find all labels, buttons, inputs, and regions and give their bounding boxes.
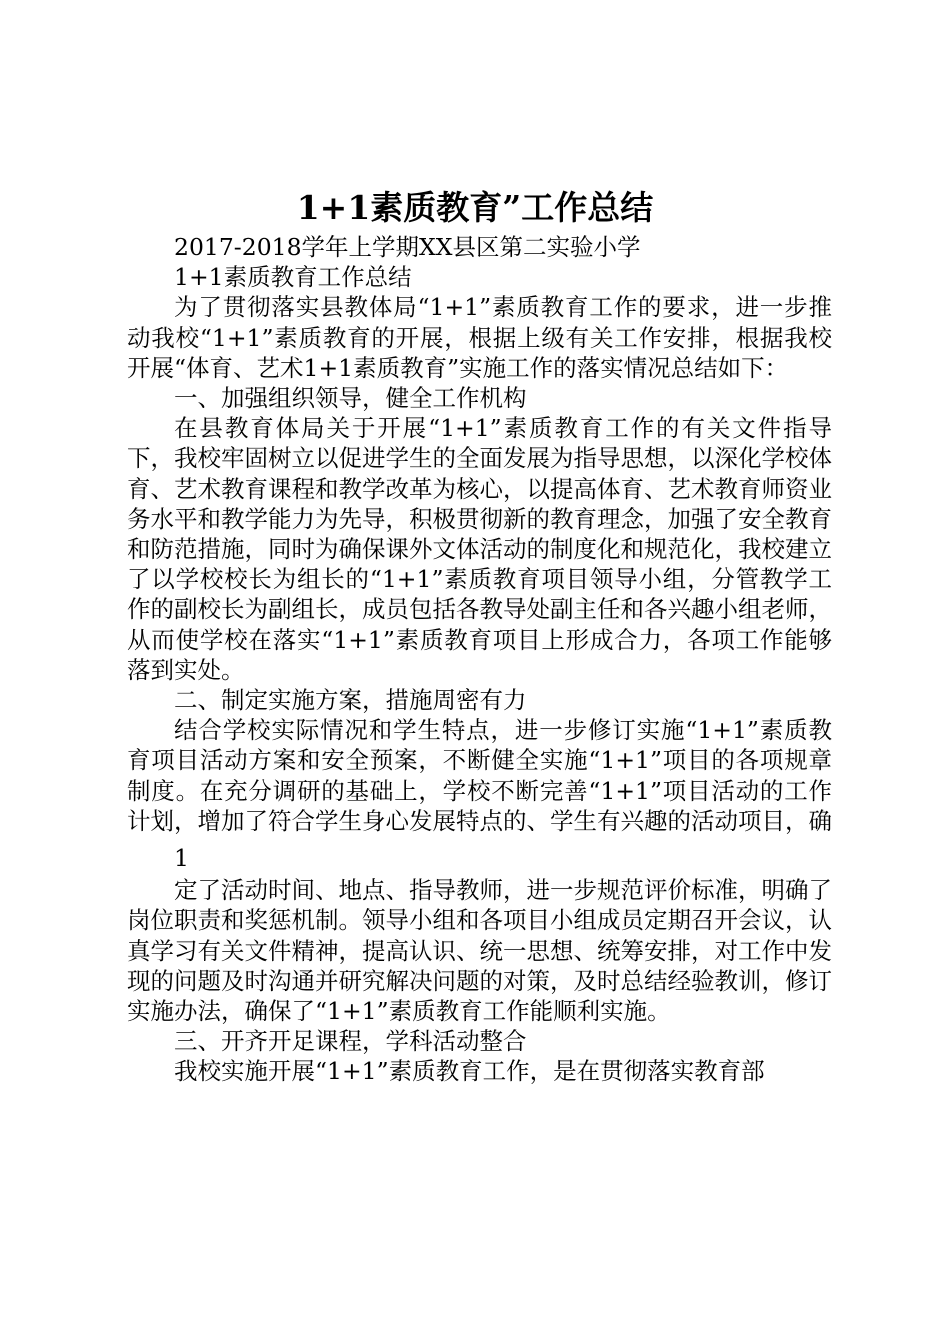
- page-number: 1: [174, 844, 189, 873]
- section-heading-3: 三、开齐开足课程，学科活动整合: [174, 1027, 527, 1056]
- section-3-paragraph: 我校实施开展“1+1”素质教育工作，是在贯彻落实教育部: [174, 1057, 765, 1086]
- document-title: 1+1素质教育”工作总结: [296, 188, 654, 227]
- summary-subtitle: 1+1素质教育工作总结: [174, 263, 412, 292]
- section-2-paragraph: 结合学校实际情况和学生特点，进一步修订实施“1+1”素质教育项目活动方案和安全预案，不断健全实施“1+1”项目的各项规章制度。在充分调研的基础上，学校不断完善“1+1”项目活动的工作计划，增加了符合学生身心发展特点的、学生有兴趣的活动项目，确: [127, 716, 832, 835]
- school-term-line: 2017-2018学年上学期XX县区第二实验小学: [174, 233, 641, 261]
- section-1-paragraph: 在县教育体局关于开展“1+1”素质教育工作的有关文件指导下，我校牢固树立以促进学生的全面发展为指导思想，以深化学校体育、艺术教育课程和教学改革为核心，以提高体育、艺术教育师资业务水平和教学能力为先导，积极贯彻新的教育理念，加强了安全教育和防范措施，同时为确保课外文体活动的制度化和规范化，我校建立了以学校校长为组长的“1+1”素质教育项目领导小组，分管教学工作的副校长为副组长，成员包括各教导处副主任和各兴趣小组老师，从而使学校在落实“1+1”素质教育项目上形成合力，各项工作能够落到实处。: [127, 414, 832, 684]
- document-body: [127, 232, 832, 1087]
- section-2-paragraph-continued: 定了活动时间、地点、指导教师，进一步规范评价标准，明确了岗位职责和奖惩机制。领导小组和各项目小组成员定期召开会议，认真学习有关文件精神，提高认识、统一思想、统筹安排，对工作中发现的问题及时沟通并研究解决问题的对策，及时总结经验教训，修订实施办法，确保了“1+1”素质教育工作能顺利实施。: [127, 876, 832, 1026]
- section-heading-2: 二、制定实施方案，措施周密有力: [174, 686, 527, 715]
- section-heading-1: 一、加强组织领导，健全工作机构: [174, 384, 527, 413]
- intro-paragraph: 为了贯彻落实县教体局“1+1”素质教育工作的要求，进一步推动我校“1+1”素质教育的开展，根据上级有关工作安排，根据我校开展“体育、艺术1+1素质教育”实施工作的落实情况总结如下：: [127, 293, 832, 382]
